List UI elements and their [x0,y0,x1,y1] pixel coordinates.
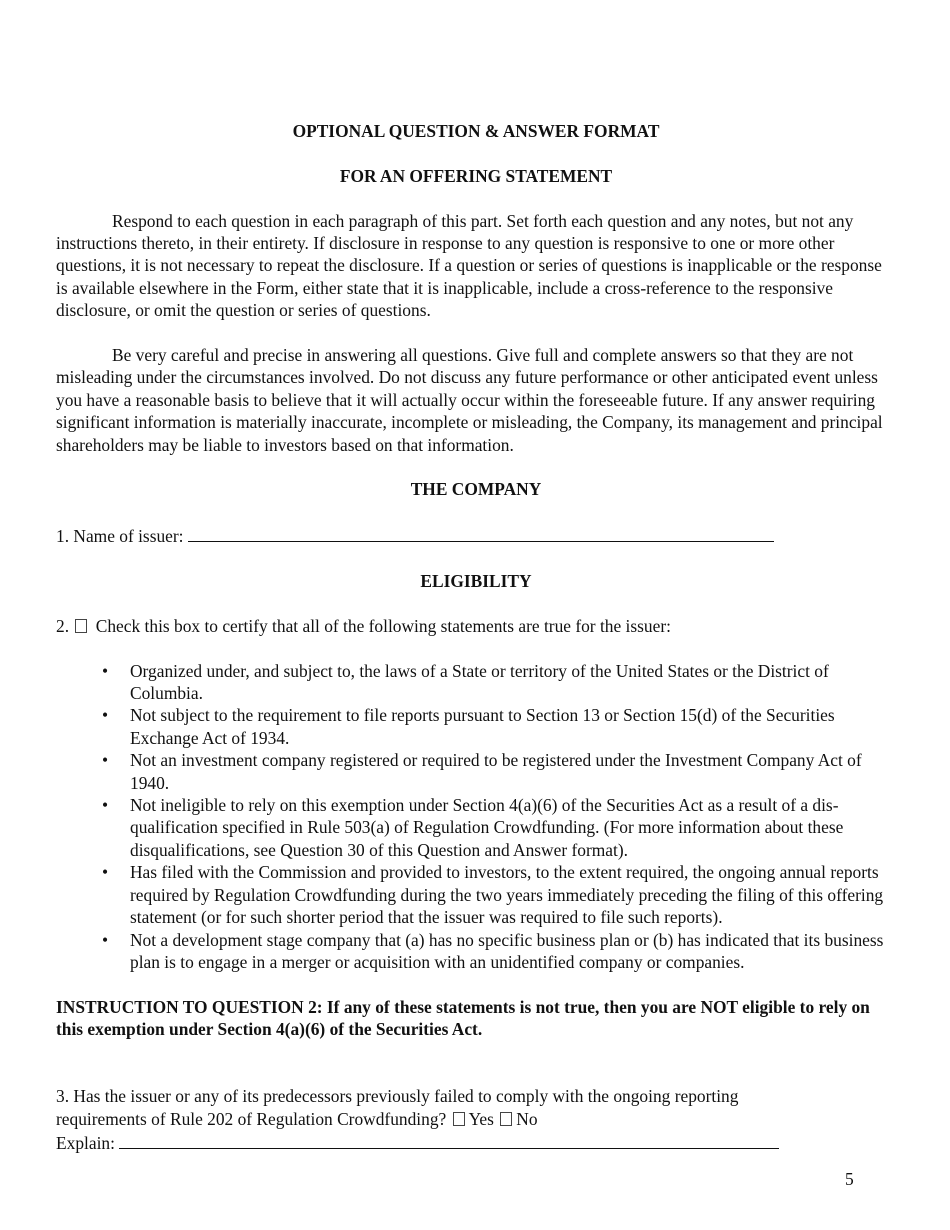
list-item: • Not subject to the requirement to file reports pursuant to Section 13 or Section 15(d) of the Securities Exchange Act of 1934. [102,705,835,748]
page-title: OPTIONAL QUESTION & ANSWER FORMAT [292,121,660,141]
intro-paragraph-1: Respond to each question in each paragraph of this part. Set forth each question and any notes, but not any instructions thereto, in their entirety. If disclosure in response to any question is responsive to one or more other questions, it is not necessary to repeat the disclosure. If a question or series of questions is inapplicable or the response is available elsewhere in the Form, either state that it is inapplicable, include a cross-reference to the responsive disclosure, or omit the question or series of questions. [56,210,882,321]
issuer-name-field[interactable] [188,523,774,542]
eligibility-list [56,660,896,974]
bullet-icon: • [102,862,109,883]
no-checkbox[interactable] [500,1112,512,1126]
certify-checkbox[interactable] [75,619,87,633]
list-item: • Not an investment company registered or required to be registered under the Investment Company Act of 1940. [102,750,862,793]
list-item: • Not a development stage company that (a) has no specific business plan or (b) has indicated that its business plan is to engage in a merger or acquisition with an unidentified company or companies. [102,929,884,972]
question-2-text: Check this box to certify that all of the following statements are true for the issuer: [95,615,671,636]
section-heading-company: THE COMPANY [410,479,542,500]
yes-label: Yes [468,1108,494,1129]
intro-paragraph-2: Be very careful and precise in answering all questions. Give full and complete answers so that they are not misleading under the circumstances involved. Do not discuss any future performance or other anticipated event unless you have a reasonable basis to believe that it will actually occur within the foreseeable future. If any answer requiring significant information is materially inaccurate, incomplete or misleading, the Company, its management and principal shareholders may be liable to investors based on that information. [56,345,883,455]
bullet-icon: • [102,705,109,726]
bullet-icon: • [102,929,109,950]
list-item: • Not ineligible to rely on this exemption under Section 4(a)(6) of the Securities Act as a result of a dis-qualification specified in Rule 503(a) of Regulation Crowdfunding. (For more information about these disqualifications, see Question 30 of this Question and Answer format). [102,795,844,860]
page-number: 5 [845,1169,854,1189]
explain-line [56,1130,896,1154]
no-label: No [516,1108,538,1129]
page-subtitle: FOR AN OFFERING STATEMENT [339,165,613,186]
question-3-line-1: 3. Has the issuer or any of its predecessors previously failed to comply with the ongoing reporting [56,1086,739,1107]
question-3-line-2: requirements of Rule 202 of Regulation Crowdfunding? Yes No [56,1108,538,1129]
question-1 [56,523,896,547]
question-2-number: 2. [56,615,70,636]
document-page [56,120,896,1155]
question-3 [56,1085,896,1154]
explain-label: Explain: [56,1133,115,1154]
list-item: • Organized under, and subject to, the laws of a State or territory of the United States or the District of Columbia. [102,660,829,704]
explain-field[interactable] [119,1130,779,1149]
list-item: • Has filed with the Commission and provided to investors, to the extent required, the ongoing annual reports required by Regulation Crowdfunding during the two years immediately preceding the filing of this offering statement (or for such shorter period that the issuer was required to file such reports). [102,862,884,928]
bullet-icon: • [102,660,109,681]
question-2 [56,615,896,637]
section-heading-eligibility: ELIGIBILITY [420,571,532,592]
bullet-icon: • [102,795,109,816]
yes-checkbox[interactable] [453,1112,465,1126]
bullet-icon: • [102,750,109,771]
question-1-label: 1. Name of issuer: [56,526,184,547]
instruction-question-2: INSTRUCTION TO QUESTION 2: If any of these statements is not true, then you are NOT eligible to rely on this exemption under Section 4(a)(6) of the Securities Act. [56,996,870,1040]
